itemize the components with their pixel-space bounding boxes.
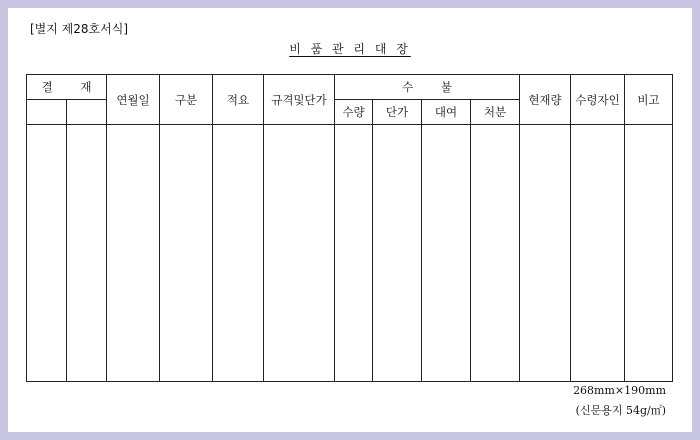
body-cell[interactable] xyxy=(67,125,107,382)
header-summary: 적요 xyxy=(213,75,264,125)
body-cell[interactable] xyxy=(373,125,422,382)
header-receiver-seal: 수령자인 xyxy=(571,75,625,125)
header-date: 연월일 xyxy=(107,75,160,125)
approval-box-1 xyxy=(27,100,67,125)
body-cell[interactable] xyxy=(160,125,213,382)
header-spec-price: 규격및단가 xyxy=(264,75,335,125)
approval-box-2 xyxy=(67,100,107,125)
body-cell[interactable] xyxy=(625,125,673,382)
title-text: 비 품 관 리 대 장 xyxy=(289,42,411,56)
body-cell[interactable] xyxy=(471,125,520,382)
body-cell[interactable] xyxy=(520,125,571,382)
header-stock: 현재량 xyxy=(520,75,571,125)
body-cell[interactable] xyxy=(264,125,335,382)
header-loan: 대여 xyxy=(422,100,471,125)
form-sheet xyxy=(8,8,692,432)
header-disposal: 처분 xyxy=(471,100,520,125)
form-title xyxy=(8,40,692,57)
body-cell[interactable] xyxy=(213,125,264,382)
header-unit-price: 단가 xyxy=(373,100,422,125)
body-cell[interactable] xyxy=(422,125,471,382)
ledger-table xyxy=(26,74,673,382)
header-approval: 결 재 xyxy=(27,75,107,100)
header-quantity: 수량 xyxy=(335,100,373,125)
paper-type-note: (신문용지 54g/㎡) xyxy=(575,404,666,417)
form-number: [별지 제28호서식] xyxy=(30,22,128,36)
body-cell[interactable] xyxy=(571,125,625,382)
paper-size-note: 268mm×190mm xyxy=(573,384,666,397)
body-cell[interactable] xyxy=(27,125,67,382)
body-cell[interactable] xyxy=(107,125,160,382)
header-row-1 xyxy=(27,75,673,100)
header-remarks: 비고 xyxy=(625,75,673,125)
header-category: 구분 xyxy=(160,75,213,125)
header-receipt-payment: 수 불 xyxy=(335,75,520,100)
body-cell[interactable] xyxy=(335,125,373,382)
body-row xyxy=(27,125,673,382)
